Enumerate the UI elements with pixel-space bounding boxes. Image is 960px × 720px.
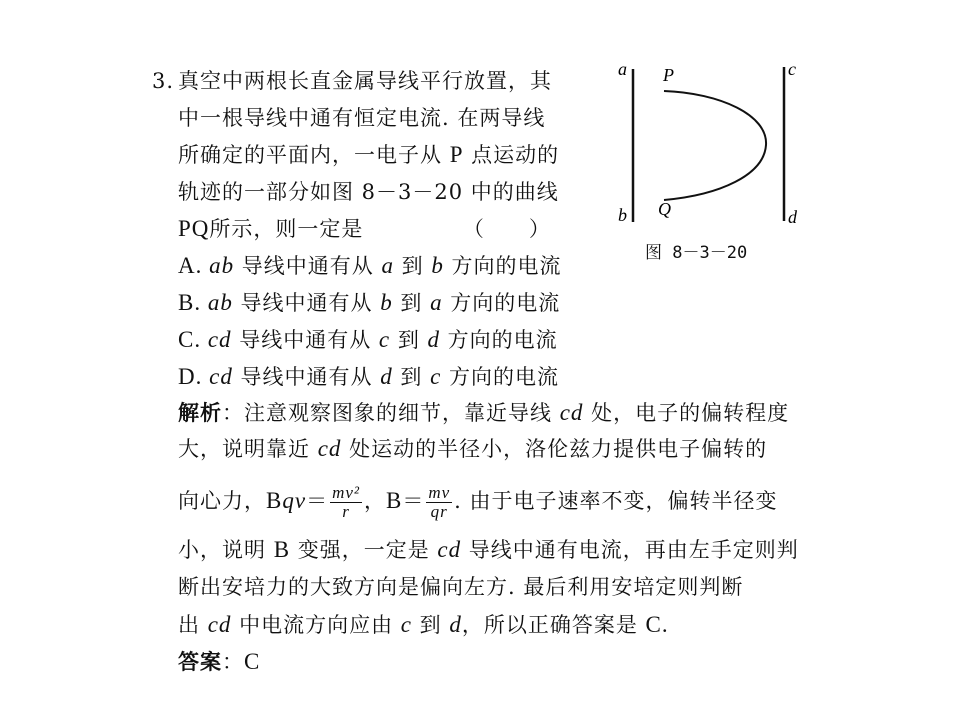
math-symbol: cd <box>207 612 232 637</box>
math-symbol: qv <box>282 488 307 513</box>
answer-text <box>178 649 260 675</box>
math-symbol: a <box>381 253 394 278</box>
text-segment: 中一根导线中通有恒定电流. 在两导线 <box>178 106 546 130</box>
text-segment: B <box>385 488 403 513</box>
question-line <box>178 68 552 94</box>
analysis-line <box>178 612 669 638</box>
section-label: 答案 <box>178 649 222 674</box>
text-segment: B <box>273 537 291 562</box>
text-segment: 所确定的平面内，一电子从 <box>178 143 450 167</box>
text-segment: D. <box>178 364 210 389</box>
math-symbol: cd <box>559 400 584 425</box>
question-line <box>178 105 545 131</box>
numerator: mv² <box>332 483 360 502</box>
label-q: Q <box>658 199 671 219</box>
electron-trajectory-pq <box>664 91 766 200</box>
analysis-line <box>178 484 778 521</box>
text-segment: 到 <box>390 328 428 352</box>
analysis-line <box>178 574 743 600</box>
label-d: d <box>788 207 797 227</box>
question-line <box>178 179 559 205</box>
text-segment: 向心力， <box>178 489 266 513</box>
text-segment: 到 <box>393 254 432 278</box>
text-segment: 轨迹的一部分如图 8－3－20 中的曲线 <box>178 180 559 204</box>
text-segment: ＝ <box>402 489 425 513</box>
analysis-line <box>178 400 789 426</box>
text-segment: 大，说明靠近 <box>178 437 318 461</box>
fraction <box>330 484 362 521</box>
text-segment: C. <box>178 327 208 352</box>
label-a: a <box>618 59 627 79</box>
text-segment: 处运动的半径小，洛伦兹力提供电子偏转的 <box>341 437 768 461</box>
label-b: b <box>618 205 627 225</box>
math-symbol: a <box>430 290 443 315</box>
math-symbol: c <box>378 327 391 352</box>
text-segment: 方向的电流 <box>443 254 562 278</box>
text-segment: 导线中通有从 <box>231 328 379 352</box>
text-segment: 处，电子的偏转程度 <box>583 401 790 425</box>
denominator: qr <box>430 502 448 521</box>
math-symbol: cd <box>317 436 342 461</box>
text-segment: ：注意观察图象的细节，靠近导线 <box>222 401 560 425</box>
text-segment: . 由于电子速率不变，偏转半径变 <box>454 489 778 513</box>
math-symbol: cd <box>207 327 232 352</box>
text-segment: 导线中通有从 <box>234 254 382 278</box>
math-symbol: cd <box>209 364 233 389</box>
math-symbol: c <box>430 364 442 389</box>
text-segment: 导线中通有从 <box>232 365 381 389</box>
analysis-line <box>178 436 767 462</box>
math-symbol: d <box>427 327 440 352</box>
text-segment: ： <box>222 650 244 674</box>
option-A <box>178 253 562 279</box>
text-segment: 所示，则一定是 （ ） <box>209 217 551 241</box>
text-segment: 断出安培力的大致方向是偏向左方. 最后利用安培定则判断 <box>178 575 744 599</box>
text-segment: C <box>244 649 261 674</box>
text-segment: 方向的电流 <box>442 291 561 315</box>
fraction <box>426 484 452 521</box>
math-symbol: ab <box>207 290 233 315</box>
text-segment: P <box>449 142 464 167</box>
math-symbol: d <box>449 612 462 637</box>
question-number: 3. <box>152 69 175 93</box>
question-line <box>178 216 551 242</box>
label-c: c <box>788 59 796 79</box>
text-segment: 中电流方向应由 <box>231 613 401 637</box>
wire-diagram <box>600 55 810 235</box>
text-segment: 方向的电流 <box>440 328 558 352</box>
text-segment: ，所以正确答案是 <box>461 613 646 637</box>
text-segment: 方向的电流 <box>441 365 559 389</box>
option-B <box>178 290 560 316</box>
section-label: 解析 <box>178 400 222 425</box>
text-segment: A. <box>178 253 210 278</box>
text-segment: ＝ <box>306 489 329 513</box>
question-line <box>178 142 559 168</box>
text-segment: B. <box>178 290 208 315</box>
math-symbol: c <box>400 612 412 637</box>
math-symbol: d <box>380 364 393 389</box>
text-segment: PQ <box>178 216 210 241</box>
text-segment: C. <box>645 612 669 637</box>
text-segment: 到 <box>411 613 450 637</box>
option-C <box>178 327 558 353</box>
math-symbol: b <box>380 290 393 315</box>
text-segment: 出 <box>178 613 208 637</box>
text-segment: 导线中通有电流，再由左手定则判 <box>461 538 799 562</box>
label-p: P <box>663 65 674 85</box>
math-symbol: cd <box>437 537 462 562</box>
text-segment: B <box>266 488 283 513</box>
denominator: r <box>342 502 350 521</box>
math-symbol: ab <box>209 253 235 278</box>
text-segment: 点运动的 <box>463 143 560 167</box>
text-segment: 小，说明 <box>178 538 274 562</box>
text-segment: 到 <box>392 365 431 389</box>
text-segment: ， <box>363 489 386 513</box>
figure-caption: 图 8－3－20 <box>645 243 748 263</box>
text-segment: 到 <box>392 291 431 315</box>
text-segment: 变强，一定是 <box>290 538 438 562</box>
numerator: mv <box>428 483 451 502</box>
analysis-line <box>178 537 799 563</box>
text-segment: 导线中通有从 <box>232 291 381 315</box>
text-segment: 真空中两根长直金属导线平行放置，其 <box>178 69 552 93</box>
option-D <box>178 364 559 390</box>
math-symbol: b <box>431 253 444 278</box>
